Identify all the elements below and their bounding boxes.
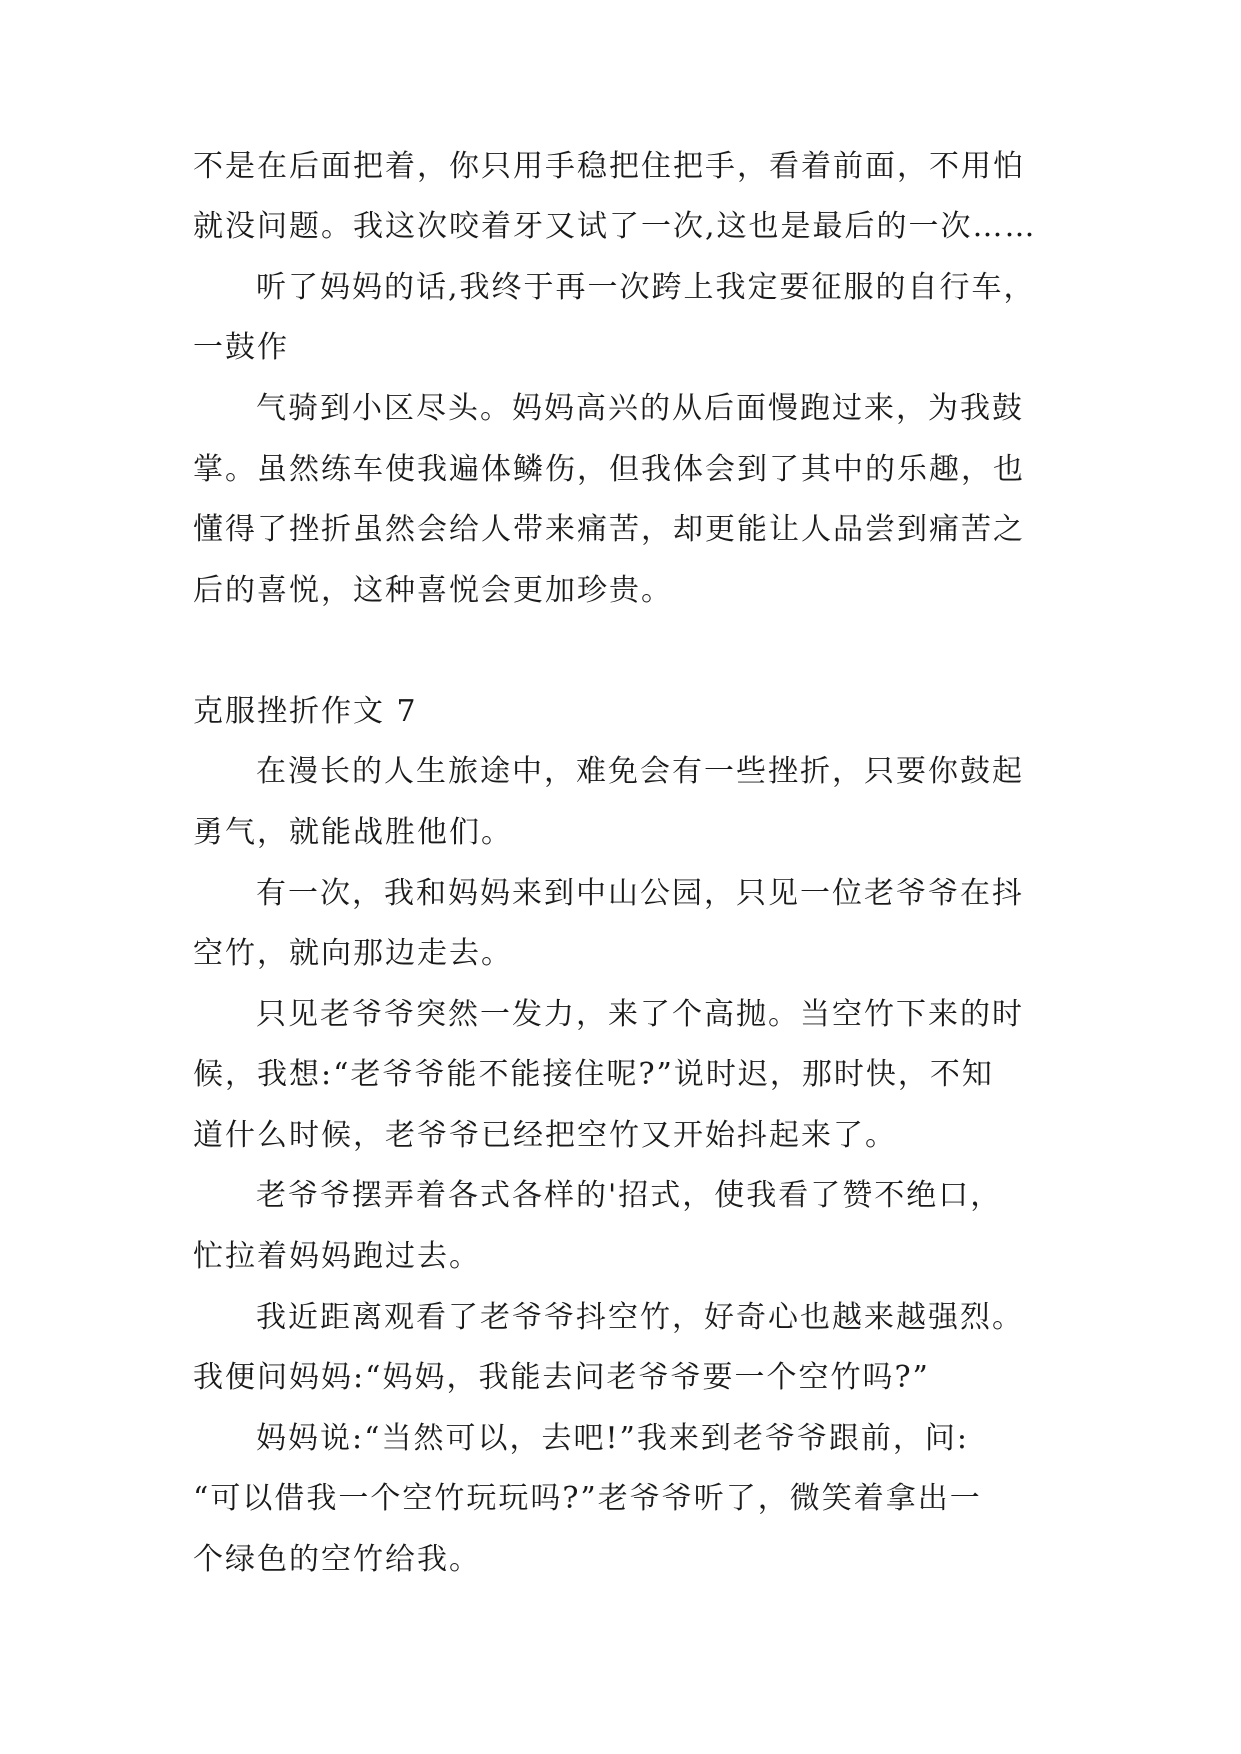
body-text-line: 我近距离观看了老爷爷抖空竹，好奇心也越来越强烈。 <box>256 1300 1024 1335</box>
body-text-line: 老爷爷摆弄着各式各样的'招式，使我看了赞不绝口， <box>256 1178 1003 1213</box>
body-text-line: 个绿色的空竹给我。 <box>193 1542 481 1577</box>
body-text-line: “可以借我一个空竹玩玩吗?”老爷爷听了，微笑着拿出一 <box>193 1481 982 1516</box>
body-text-line: 妈妈说:“当然可以，去吧!”我来到老爷爷跟前，问: <box>256 1421 969 1456</box>
body-text-line: 忙拉着妈妈跑过去。 <box>193 1239 481 1274</box>
body-text-line: 就没问题。我这次咬着牙又试了一次,这也是最后的一次…… <box>193 209 1037 244</box>
body-text-line: 听了妈妈的话,我终于再一次跨上我定要征服的自行车， <box>256 270 1036 305</box>
body-text-line: 勇气，就能战胜他们。 <box>193 815 513 850</box>
body-text-line: 有一次，我和妈妈来到中山公园，只见一位老爷爷在抖 <box>256 876 1024 911</box>
body-text-line: 不是在后面把着，你只用手稳把住把手，看着前面，不用怕 <box>193 149 1025 184</box>
body-text-line: 一鼓作 <box>193 330 289 365</box>
section-heading: 克服挫折作文 7 <box>193 694 418 729</box>
body-text-line: 道什么时候，老爷爷已经把空竹又开始抖起来了。 <box>193 1118 897 1153</box>
body-text-line: 懂得了挫折虽然会给人带来痛苦，却更能让人品尝到痛苦之 <box>193 512 1025 547</box>
body-text-line: 后的喜悦，这种喜悦会更加珍贵。 <box>193 573 673 608</box>
body-text-line: 我便问妈妈:“妈妈，我能去问老爷爷要一个空竹吗?” <box>193 1360 930 1395</box>
body-text-line: 掌。虽然练车使我遍体鳞伤，但我体会到了其中的乐趣，也 <box>193 452 1025 487</box>
body-text-line: 只见老爷爷突然一发力，来了个高抛。当空竹下来的时 <box>256 997 1024 1032</box>
body-text-line: 候，我想:“老爷爷能不能接住呢?”说时迟，那时快，不知 <box>193 1057 994 1092</box>
body-text-line: 在漫长的人生旅途中，难免会有一些挫折，只要你鼓起 <box>256 754 1024 789</box>
body-text-line: 空竹，就向那边走去。 <box>193 936 513 971</box>
body-text-line: 气骑到小区尽头。妈妈高兴的从后面慢跑过来，为我鼓 <box>256 391 1024 426</box>
